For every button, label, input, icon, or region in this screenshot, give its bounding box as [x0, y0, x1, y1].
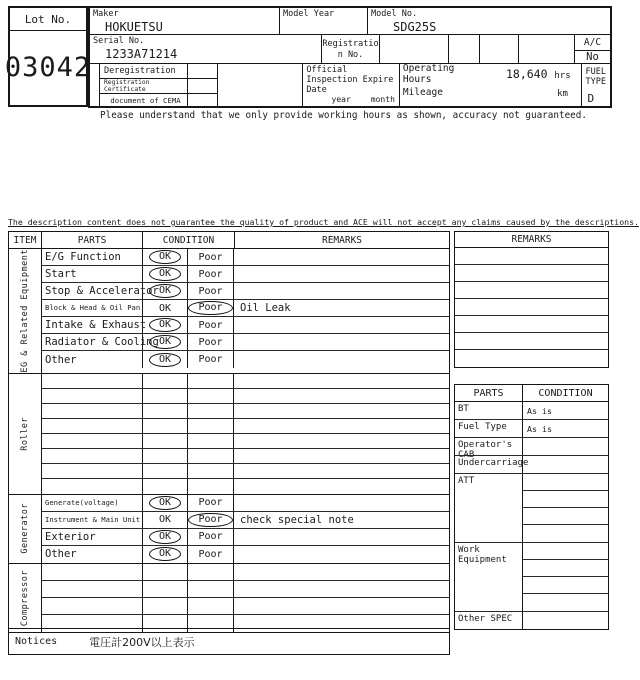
inspection-row	[42, 546, 449, 563]
condition-ok: OK	[149, 496, 181, 510]
inspection-row	[42, 300, 449, 317]
spec-header-parts: PARTS	[455, 385, 523, 401]
spec-condition-value	[523, 543, 608, 560]
section-item-cell	[9, 495, 42, 563]
condition-poor: Poor	[198, 354, 223, 365]
part-label	[42, 449, 143, 463]
condition-ok-cell	[143, 404, 188, 418]
header-parts: PARTS	[42, 232, 143, 248]
condition-poor-cell	[188, 529, 234, 545]
condition-poor-cell	[188, 266, 234, 282]
condition-ok-cell	[143, 374, 188, 388]
notices-label: Notices	[15, 636, 58, 647]
part-label	[42, 479, 143, 494]
table-section	[9, 374, 449, 495]
model-no-value: SDG25S	[393, 20, 437, 34]
remark-text	[234, 283, 449, 299]
inspection-row	[42, 334, 449, 351]
inspection-row	[42, 283, 449, 300]
condition-poor-cell	[188, 449, 234, 463]
condition-ok: OK	[149, 250, 181, 264]
notices-box	[8, 628, 450, 655]
spec-row	[455, 420, 608, 438]
spec-part-label: Other SPEC	[455, 612, 523, 629]
remarks-panel	[454, 231, 609, 368]
spec-condition-value	[523, 560, 608, 577]
remark-text: Oil Leak	[240, 302, 291, 314]
remark-text	[234, 598, 449, 614]
spec-condition-value	[523, 525, 608, 542]
remark-text	[234, 529, 449, 545]
spec-condition-value: As is	[527, 405, 552, 416]
machine-header-table	[88, 6, 612, 108]
official-inspection-label: Official Inspection Expire Date	[306, 65, 394, 95]
remark-text	[234, 564, 449, 580]
spec-row	[455, 543, 608, 612]
condition-ok-cell	[143, 449, 188, 463]
remark-text	[234, 495, 449, 511]
condition-poor-cell	[188, 374, 234, 388]
table-section	[9, 249, 449, 374]
header-item: ITEM	[9, 232, 42, 248]
part-label	[42, 581, 143, 597]
year-label: year	[331, 95, 351, 104]
part-label	[42, 564, 143, 580]
lot-number-label: Lot No.	[10, 8, 86, 31]
remarks-row	[455, 316, 608, 333]
remark-text	[234, 434, 449, 448]
condition-poor: Poor	[198, 285, 223, 297]
model-no-label: Model No.	[371, 9, 418, 19]
ac-label: A/C	[575, 35, 610, 51]
section-item-label: Roller	[20, 416, 30, 451]
remark-text	[234, 249, 449, 265]
spec-row	[455, 438, 608, 460]
spec-condition-value	[523, 612, 608, 629]
condition-ok-cell	[143, 300, 188, 316]
section-item-cell	[9, 374, 42, 494]
mileage-label: Mileage	[402, 86, 443, 98]
empty-cell	[187, 79, 217, 93]
operating-hours-cell	[400, 64, 582, 107]
empty-cell	[380, 35, 449, 63]
condition-poor-cell	[188, 546, 234, 563]
remark-text	[234, 266, 449, 282]
section-item-label: Generator	[20, 503, 30, 554]
remark-text	[234, 389, 449, 403]
spec-part-label: Undercarriage	[455, 456, 523, 473]
inspection-row	[42, 404, 449, 419]
inspection-row	[42, 564, 449, 581]
lot-number-value: 03042	[4, 51, 92, 83]
condition-ok-cell	[143, 581, 188, 597]
condition-ok-cell	[143, 598, 188, 614]
condition-ok: OK	[149, 547, 181, 561]
remark-text	[234, 464, 449, 478]
part-label: E/G Function	[42, 249, 143, 265]
lot-number-box	[4, 6, 92, 107]
inspection-row	[42, 598, 449, 615]
condition-poor: Poor	[198, 548, 223, 560]
maker-value: HOKUETSU	[105, 20, 163, 34]
header-condition: CONDITION	[143, 232, 235, 248]
cema-document-label: document of CEMA	[110, 95, 181, 105]
section-item-cell	[9, 249, 42, 373]
spec-condition-value	[523, 456, 608, 473]
condition-ok: OK	[149, 284, 181, 298]
condition-poor-cell	[188, 317, 234, 333]
empty-cell	[449, 35, 480, 63]
part-label: Exterior	[42, 529, 143, 545]
inspection-row	[42, 581, 449, 598]
remark-text	[234, 334, 449, 350]
part-label: Radiator & Cooling	[42, 334, 143, 350]
deregistration-cell	[90, 64, 303, 107]
model-year-label: Model Year	[283, 9, 335, 19]
model-year-cell	[280, 8, 368, 34]
condition-ok-cell	[143, 249, 188, 265]
part-label: Generate(voltage)	[42, 495, 143, 511]
condition-ok-cell	[143, 389, 188, 403]
part-label	[42, 404, 143, 418]
condition-poor-cell	[188, 249, 234, 265]
condition-poor: Poor	[188, 513, 232, 527]
condition-poor-cell	[188, 512, 234, 528]
spec-condition-value: As is	[527, 423, 552, 434]
remarks-row	[455, 350, 608, 367]
remark-text	[234, 317, 449, 333]
condition-ok: OK	[158, 514, 172, 526]
notices-value: 電圧計200V以上表示	[89, 635, 195, 649]
condition-poor: Poor	[198, 531, 223, 543]
condition-ok-cell	[143, 266, 188, 282]
condition-ok-cell	[143, 317, 188, 333]
remark-text	[234, 419, 449, 433]
condition-ok: OK	[149, 353, 181, 367]
part-label	[42, 419, 143, 433]
condition-ok-cell	[143, 419, 188, 433]
empty-cell	[519, 35, 575, 63]
condition-poor-cell	[188, 598, 234, 614]
condition-ok-cell	[143, 546, 188, 563]
spec-condition-value	[523, 577, 608, 594]
condition-poor: Poor	[198, 336, 223, 348]
condition-ok: OK	[149, 318, 181, 332]
condition-poor-cell	[188, 300, 234, 316]
remark-text	[234, 374, 449, 388]
table-section	[9, 564, 449, 632]
remark-text	[234, 581, 449, 597]
part-label: Intake & Exhaust	[42, 317, 143, 333]
remark-text	[234, 404, 449, 418]
condition-ok-cell	[143, 564, 188, 580]
spec-row	[455, 474, 608, 543]
part-label: Block & Head & Oil Pan	[42, 300, 143, 316]
inspection-row	[42, 351, 449, 368]
condition-ok-cell	[143, 479, 188, 494]
part-label: Other	[42, 351, 143, 368]
condition-poor-cell	[188, 419, 234, 433]
part-label: Start	[42, 266, 143, 282]
official-inspection-cell	[303, 64, 400, 107]
section-item-label: Compressor	[20, 569, 30, 626]
spec-condition-value	[523, 594, 608, 611]
inspection-row	[42, 495, 449, 512]
inspection-row	[42, 389, 449, 404]
spec-header-condition: CONDITION	[538, 387, 593, 399]
condition-ok: OK	[149, 530, 181, 544]
remark-text	[234, 449, 449, 463]
condition-ok-cell	[143, 434, 188, 448]
operating-hours-value: 18,640	[505, 67, 548, 81]
remarks-row	[455, 282, 608, 299]
condition-poor-cell	[188, 434, 234, 448]
spec-part-label: Work Equipment	[455, 543, 523, 611]
table-section	[9, 495, 449, 564]
remarks-panel-header: REMARKS	[455, 232, 608, 248]
registration-certificate-label: Registration Certificate	[104, 78, 150, 93]
description-disclaimer: The description content does not guarantee the quality of product and ACE will not accept any claims caused by the descriptions.	[8, 217, 639, 227]
deregistration-label: Deregistration	[104, 65, 176, 76]
fuel-type-cell	[582, 64, 610, 107]
condition-ok: OK	[149, 267, 181, 281]
remark-text	[234, 546, 449, 563]
inspection-row	[42, 419, 449, 434]
condition-poor-cell	[188, 334, 234, 350]
hours-disclaimer: Please understand that we only provide working hours as shown, accuracy not guaranteed.	[100, 110, 587, 121]
condition-poor: Poor	[198, 251, 223, 263]
inspection-row	[42, 317, 449, 334]
fuel-type-label: FUEL TYPE	[585, 67, 606, 87]
deregistration-row	[100, 64, 217, 79]
inspection-row	[42, 464, 449, 479]
spec-part-label: Fuel Type	[455, 420, 523, 437]
inspection-table	[8, 231, 450, 633]
spec-row	[455, 402, 608, 420]
condition-poor-cell	[188, 464, 234, 478]
condition-poor-cell	[188, 479, 234, 494]
condition-poor-cell	[188, 283, 234, 299]
condition-ok-cell	[143, 464, 188, 478]
remarks-row	[455, 333, 608, 350]
part-label: Instrument & Main Unit	[42, 512, 143, 528]
registration-no-label: Registration No.	[322, 35, 380, 63]
spec-condition-value	[523, 491, 608, 508]
maker-label: Maker	[93, 9, 119, 19]
inspection-row	[42, 266, 449, 283]
spec-condition-value	[523, 508, 608, 525]
remarks-row	[455, 299, 608, 316]
empty-cell	[187, 64, 217, 78]
condition-ok-cell	[143, 495, 188, 511]
part-label	[42, 598, 143, 614]
deregistration-row	[100, 94, 217, 108]
mileage-unit: km	[557, 89, 568, 99]
ac-value: No	[586, 51, 599, 63]
condition-poor-cell	[188, 351, 234, 368]
remark-text: check special note	[240, 513, 354, 526]
serial-no-label: Serial No.	[93, 36, 145, 46]
header-remarks: REMARKS	[321, 234, 363, 246]
operating-hours-label: Operating Hours	[402, 63, 455, 85]
part-label: Other	[42, 546, 143, 563]
condition-poor: Poor	[188, 301, 232, 315]
spec-row	[455, 612, 608, 629]
condition-poor: Poor	[198, 497, 223, 509]
inspection-row	[42, 374, 449, 389]
condition-poor-cell	[188, 564, 234, 580]
section-item-cell	[9, 564, 42, 632]
hours-unit: hrs	[554, 71, 571, 81]
inspection-table-header	[9, 232, 449, 249]
inspection-row	[42, 249, 449, 266]
fuel-type-value: D	[587, 92, 595, 105]
spec-row	[455, 456, 608, 474]
remark-text	[234, 351, 449, 368]
condition-poor: Poor	[198, 268, 223, 280]
condition-poor-cell	[188, 404, 234, 418]
condition-ok-cell	[143, 351, 188, 368]
condition-ok-cell	[143, 283, 188, 299]
remark-text	[234, 479, 449, 494]
spec-part-label: BT	[455, 402, 523, 419]
deregistration-row	[100, 79, 217, 94]
part-label	[42, 464, 143, 478]
serial-no-cell	[90, 35, 322, 63]
serial-no-value: 1233A71214	[105, 47, 178, 61]
condition-poor-cell	[188, 581, 234, 597]
empty-cell	[480, 35, 519, 63]
maker-cell	[90, 8, 280, 34]
part-label: Stop & Accelerator	[42, 283, 143, 299]
remarks-row	[455, 248, 608, 265]
inspection-row	[42, 434, 449, 449]
condition-poor: Poor	[198, 319, 223, 331]
condition-poor-cell	[188, 495, 234, 511]
spec-part-label: Operator's CAB	[455, 438, 523, 455]
inspection-row	[42, 449, 449, 464]
condition-ok-cell	[143, 529, 188, 545]
empty-cell	[187, 94, 217, 108]
condition-poor-cell	[188, 389, 234, 403]
part-label	[42, 434, 143, 448]
part-label	[42, 389, 143, 403]
deregistration-subtable	[99, 64, 218, 107]
spec-condition-value	[523, 474, 608, 491]
spec-condition-value	[523, 438, 608, 455]
inspection-row	[42, 529, 449, 546]
ac-cell	[575, 35, 610, 63]
spec-table-header	[455, 385, 608, 402]
spec-table	[454, 384, 609, 630]
condition-ok-cell	[143, 334, 188, 350]
model-no-cell	[368, 8, 610, 34]
condition-ok: OK	[158, 302, 172, 314]
remarks-row	[455, 265, 608, 282]
part-label	[42, 374, 143, 388]
inspection-row	[42, 479, 449, 494]
section-item-label: EG & Related Equipment	[20, 249, 30, 373]
condition-ok-cell	[143, 512, 188, 528]
inspection-row	[42, 512, 449, 529]
condition-ok: OK	[149, 335, 181, 349]
spec-part-label: ATT	[455, 474, 523, 542]
month-label: month	[370, 95, 395, 104]
